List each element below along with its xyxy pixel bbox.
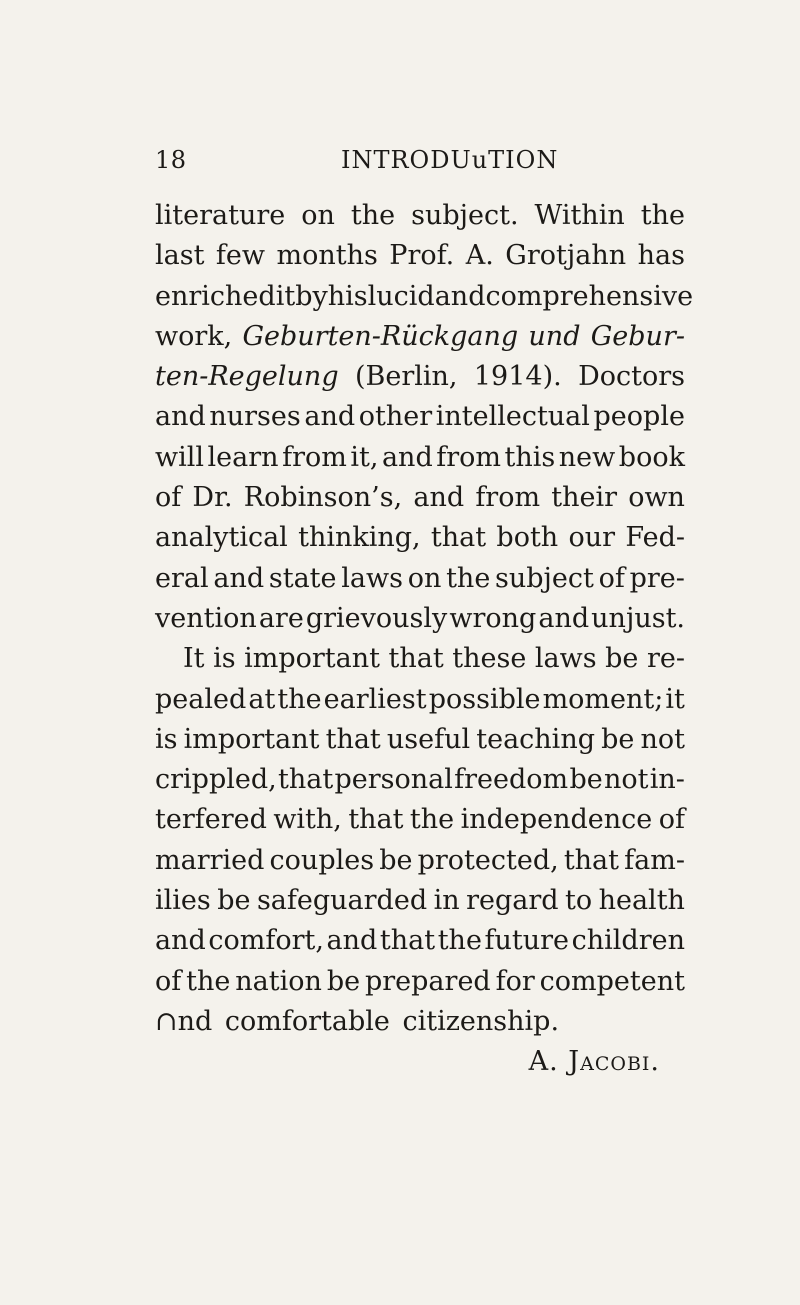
signature-line — [155, 1046, 685, 1086]
text-line: terfered with, that the independence of — [155, 804, 685, 836]
text-line: married couples be protected, that fam- — [155, 844, 685, 876]
text-line: vention are grievously wrong and unjust. — [155, 602, 685, 634]
italic-title: Geburten-Rückgang — [242, 320, 519, 352]
text-line: ilies be safeguarded in regard to health — [155, 885, 685, 917]
body-text — [155, 200, 694, 1087]
text-line: ∩nd comfortable citizenship. — [155, 1005, 560, 1037]
text-line: and nurses and other intellectual people — [155, 401, 685, 433]
text-line: It is important that these laws be re- — [183, 643, 685, 675]
text-line: will learn from it, and from this new book — [155, 441, 685, 473]
text-line: enriched it by his lucid and comprehensive — [155, 280, 694, 312]
text-line: ten-Regelung (Berlin, 1914). Doctors — [155, 361, 685, 393]
text-line: literature on the subject. Within the — [155, 200, 685, 231]
running-head — [155, 146, 685, 182]
text-line: pealed at the earliest possible moment; it — [155, 683, 685, 715]
text-line: last few months Prof. A. Grotjahn has — [155, 240, 685, 272]
text-line: and comfort, and that the future children — [155, 925, 685, 957]
text-line: of Dr. Robinson’s, and from their own — [155, 482, 685, 514]
author-signature: A. Jacobi. — [528, 1046, 660, 1078]
text-line: work, Geburten-Rückgang und Gebur- — [155, 320, 685, 352]
text-line: is important that useful teaching be not — [155, 723, 685, 755]
italic-title: ten-Regelung — [155, 361, 339, 393]
text-line: eral and state laws on the subject of pre- — [155, 562, 685, 594]
page-number: 18 — [155, 146, 187, 174]
text-line: analytical thinking, that both our Fed- — [155, 522, 685, 554]
text-line: of the nation be prepared for competent — [155, 965, 685, 997]
running-title: INTRODUuTION — [341, 146, 559, 174]
text-line: crippled, that personal freedom be not in- — [155, 764, 685, 796]
